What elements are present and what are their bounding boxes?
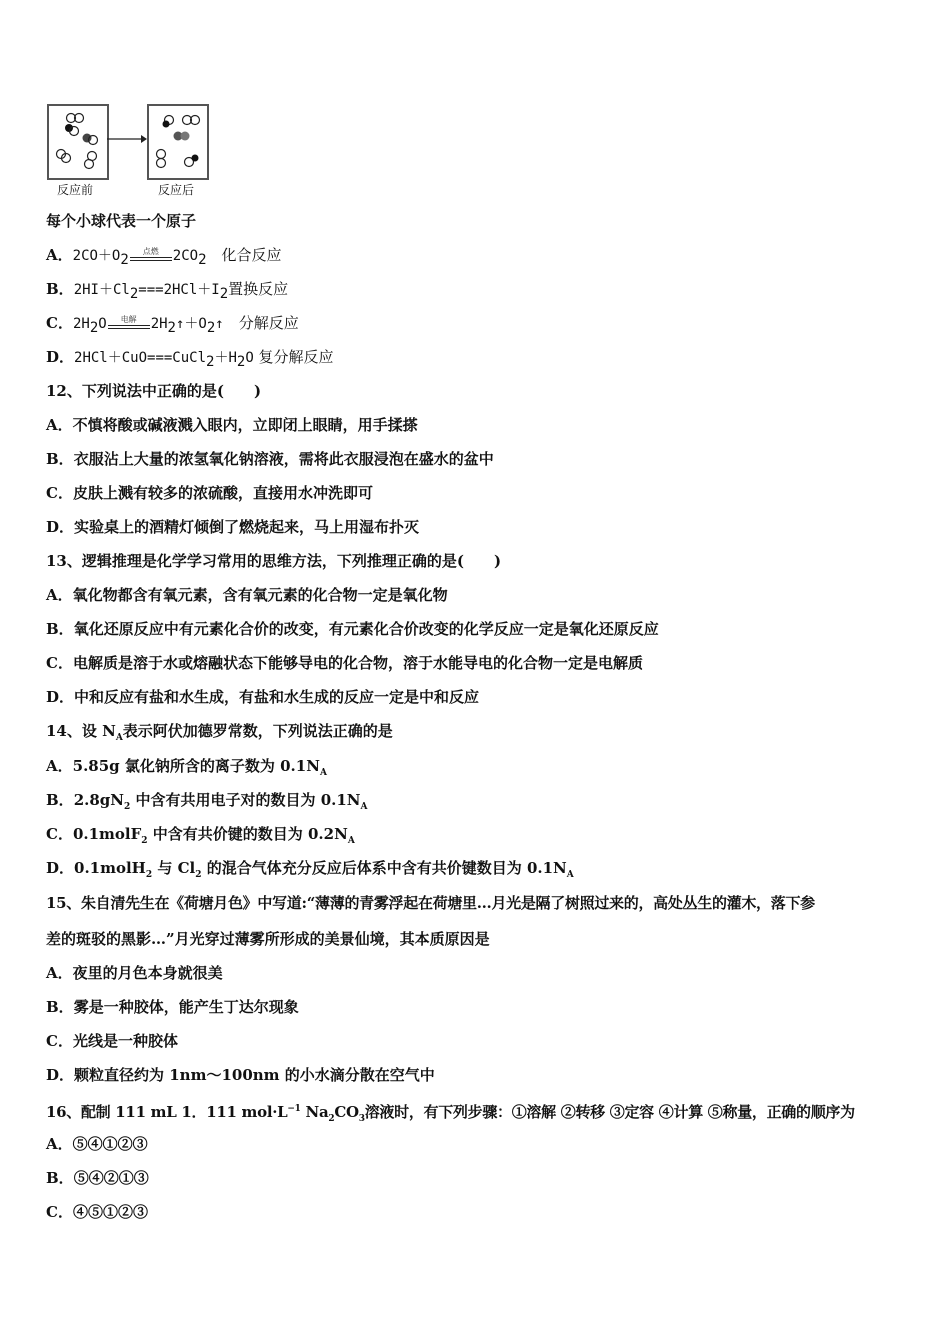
q12-option-d: D．实验桌上的酒精灯倾倒了燃烧起来，马上用湿布扑灭	[46, 518, 420, 536]
q12-option-a: A．不慎将酸或碱液溅入眼内，立即闭上眼睛，用手揉搽	[46, 416, 418, 434]
label-before: 反应前	[57, 183, 94, 197]
molecule-diagram-before	[49, 106, 107, 178]
q14-option-c: C．0.1molF$_2$ 中含有共价键的数目为 $0.2N_A$	[46, 825, 355, 846]
condition-arrow: 点燃	[130, 248, 172, 264]
after-box	[147, 104, 209, 180]
label-after: 反应后	[158, 183, 195, 197]
q11-option-b: B．$2HI+Cl_2===2HCl+I_2$置换反应	[46, 280, 289, 302]
q13-option-b: B．氧化还原反应中有元素化合价的改变，有元素化合价改变的化学反应一定是氧化还原反应	[46, 620, 659, 638]
q11-option-d: D．$2HCl+CuO===CuCl_2+H_2O$ 复分解反应	[46, 348, 334, 370]
q14-stem: 14、设 $N_A$表示阿伏加德罗常数，下列说法正确的是	[46, 722, 393, 743]
q16-option-a: A．⑤④①②③	[46, 1135, 148, 1153]
q15-option-c: C．光线是一种胶体	[46, 1032, 178, 1050]
before-box	[47, 104, 109, 180]
q11-option-a: A．$2CO+O_2$ 点燃 $2CO_2$ 化合反应	[46, 246, 282, 268]
q11-option-c: C．$2H_2O$ 电解 $2H_2↑+O_2↑$ 分解反应	[46, 314, 299, 336]
arrow-icon	[107, 134, 147, 144]
q12-option-b: B．衣服沾上大量的浓氢氧化钠溶液，需将此衣服浸泡在盛水的盆中	[46, 450, 494, 468]
q16-stem: 16、配制 111 mL 1．111 $mol\cdot L^{-1}$ $Na_2CO_3$溶液时，有下列步骤：①溶解 ②转移 ③定容 ④计算 ⑤称量，正确的顺序为	[46, 1103, 855, 1124]
q15-stem-line1: 15、朱自清先生在《荷塘月色》中写道:“薄薄的青雾浮起在荷塘里…月光是隔了树照过来的，高处丛生的灌木，落下参	[46, 894, 815, 912]
q16-option-c: C．④⑤①②③	[46, 1203, 148, 1221]
q12-stem: 12、下列说法中正确的是( )	[46, 382, 262, 400]
q13-option-c: C．电解质是溶于水或熔融状态下能够导电的化合物，溶于水能导电的化合物一定是电解质	[46, 654, 643, 672]
q13-stem: 13、逻辑推理是化学学习常用的思维方法，下列推理正确的是( )	[46, 552, 502, 570]
q13-option-d: D．中和反应有盐和水生成，有盐和水生成的反应一定是中和反应	[46, 688, 480, 706]
figure-caption: 每个小球代表一个原子	[46, 212, 197, 230]
q15-option-a: A．夜里的月色本身就很美	[46, 964, 223, 982]
q12-option-c: C．皮肤上溅有较多的浓硫酸，直接用水冲洗即可	[46, 484, 373, 502]
q14-option-d: D．0.1molH$_2$ 与 $Cl_2$ 的混合气体充分反应后体系中含有共价键数目为 $0.1N_A$	[46, 859, 574, 880]
q14-option-b: B．$2.8gN_2$ 中含有共用电子对的数目为 $0.1N_A$	[46, 791, 368, 812]
q15-stem-line2: 差的斑驳的黑影…”月光穿过薄雾所形成的美景仙境，其本质原因是	[46, 930, 490, 948]
molecule-diagram-after	[149, 106, 207, 178]
condition-arrow: 电解	[108, 316, 150, 332]
q13-option-a: A．氧化物都含有氧元素，含有氧元素的化合物一定是氧化物	[46, 586, 448, 604]
q14-option-a: A．5.85g 氯化钠所含的离子数为 $0.1N_A$	[46, 757, 327, 778]
q16-option-b: B．⑤④②①③	[46, 1169, 149, 1187]
q15-option-d: D．颗粒直径约为 1nm～100nm 的小水滴分散在空气中	[46, 1066, 435, 1084]
q15-option-b: B．雾是一种胶体，能产生丁达尔现象	[46, 998, 299, 1016]
